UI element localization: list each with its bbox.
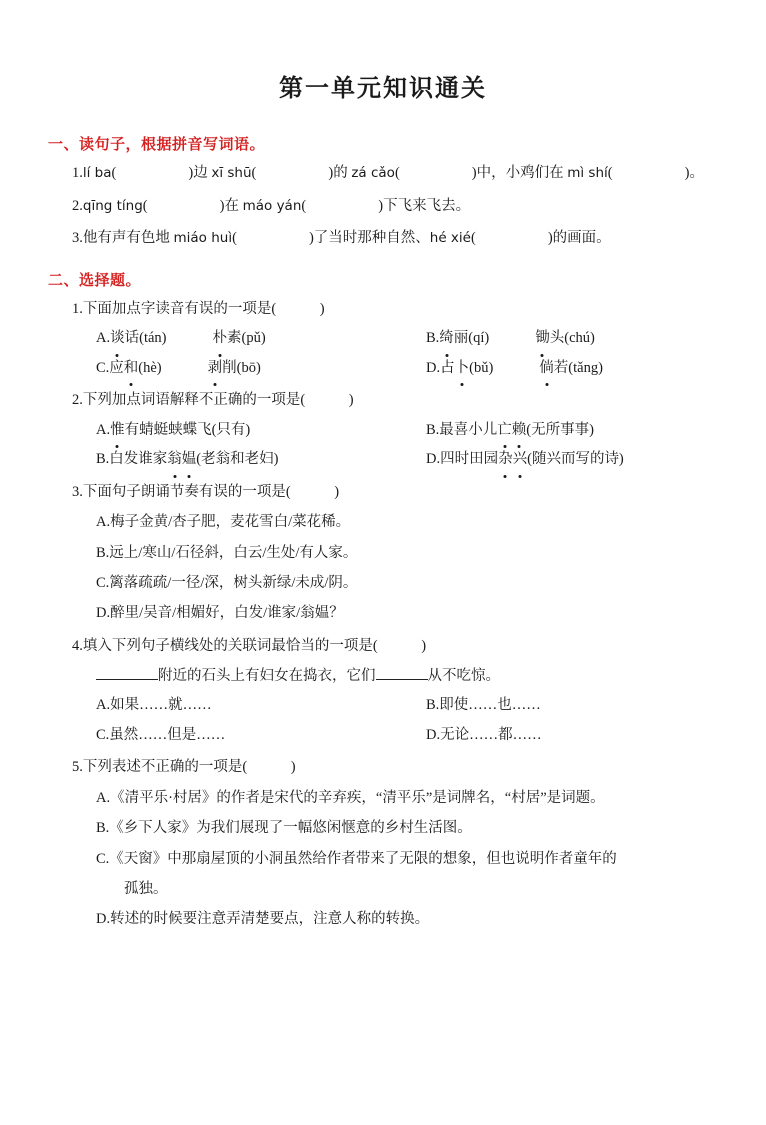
question-2-4-fill-sentence[interactable] — [96, 662, 722, 690]
option-A[interactable]: A.谈话(tán) 朴素(pǔ) — [96, 325, 426, 353]
option-B[interactable]: B.绮丽(qí) 锄头(chú) — [426, 325, 595, 353]
option-D[interactable]: D.转述的时候要注意弄清楚要点，注意人称的转换。 — [96, 911, 430, 928]
option-C[interactable]: C.《天窗》中那扇屋顶的小洞虽然给作者带来了无限的想象，但也说明作者童年的 — [96, 850, 617, 867]
section-heading-2: 二、选择题。 — [48, 272, 142, 289]
option-B[interactable]: B.即使……也…… — [426, 697, 541, 714]
question-2-1-stem: 1.下面加点字读音有误的一项是( ) — [72, 300, 325, 317]
question-2-1-options-row-1 — [96, 325, 722, 353]
option-D[interactable]: D.醉里/吴音/相媚好，白发/谁家/翁媪？ — [96, 605, 344, 622]
question-2-4-options-row-1 — [96, 692, 722, 720]
option-C-continued: 孤独。 — [124, 880, 168, 897]
page-title: 第一单元知识通关 — [279, 76, 487, 102]
question-2-4-options-row-2 — [96, 722, 722, 750]
option-A[interactable]: A.惟有蜻蜓蛱蝶飞(只有) — [96, 417, 426, 445]
question-2-3-stem: 3.下面句子朗诵节奏有误的一项是( ) — [72, 483, 340, 500]
question-1-3: 3.他有声有色地 miáo huì( )了当时那种自然、hé xié( )的画面。 — [72, 230, 611, 247]
question-2-5-stem: 5.下列表述不正确的一项是( ) — [72, 759, 296, 776]
question-2-2-options-row-1 — [96, 417, 722, 445]
question-2-2-options-row-2 — [96, 446, 722, 474]
option-C[interactable]: B.白发谁家翁媪(老翁和老妇) — [96, 446, 426, 474]
option-B[interactable]: B.远上/寒山/石径斜，白云/生处/有人家。 — [96, 544, 358, 561]
question-1-1: 1.lí ba( )边 xī shū( )的 zá cǎo( )中，小鸡们在 mì shí( )。 — [72, 165, 704, 181]
option-B[interactable]: B.最喜小儿亡赖(无所事事) — [426, 417, 594, 445]
option-D[interactable]: D.无论……都…… — [426, 726, 542, 743]
fill-sentence-part-1: 附近的石头上有妇女在捣衣，它们 — [158, 668, 376, 685]
option-C[interactable]: C.篱落疏疏/一径/深，树头新绿/未成/阴。 — [96, 575, 358, 591]
option-A[interactable]: A.如果……就…… — [96, 697, 212, 714]
option-D[interactable]: D.四时田园杂兴(随兴而写的诗) — [426, 446, 624, 474]
option-B[interactable]: B.《乡下人家》为我们展现了一幅悠闲惬意的乡村生活图。 — [96, 820, 472, 837]
option-D[interactable]: D.占卜(bǔ) 倘若(tǎng) — [426, 355, 603, 383]
option-A[interactable]: A.《清平乐·村居》的作者是宋代的辛弃疾，“清平乐”是词牌名，“村居”是词题。 — [96, 789, 605, 806]
option-A[interactable]: A.梅子金黄/杏子肥，麦花雪白/菜花稀。 — [96, 514, 351, 531]
question-2-2-stem: 2.下列加点词语解释不正确的一项是( ) — [72, 392, 354, 409]
fill-sentence-part-2: 从不吃惊。 — [427, 668, 500, 685]
section-heading-1: 一、读句子，根据拼音写词语。 — [48, 137, 266, 153]
option-C[interactable]: C.应和(hè) 剥削(bō) — [96, 355, 426, 383]
question-2-4-stem: 4.填入下列句子横线处的关联词最恰当的一项是( ) — [72, 637, 427, 654]
question-1-2: 2.qīng tíng( )在 máo yán( )下飞来飞去。 — [72, 197, 471, 214]
question-2-1-options-row-2 — [96, 355, 722, 383]
option-C[interactable]: C.虽然……但是…… — [96, 726, 226, 743]
